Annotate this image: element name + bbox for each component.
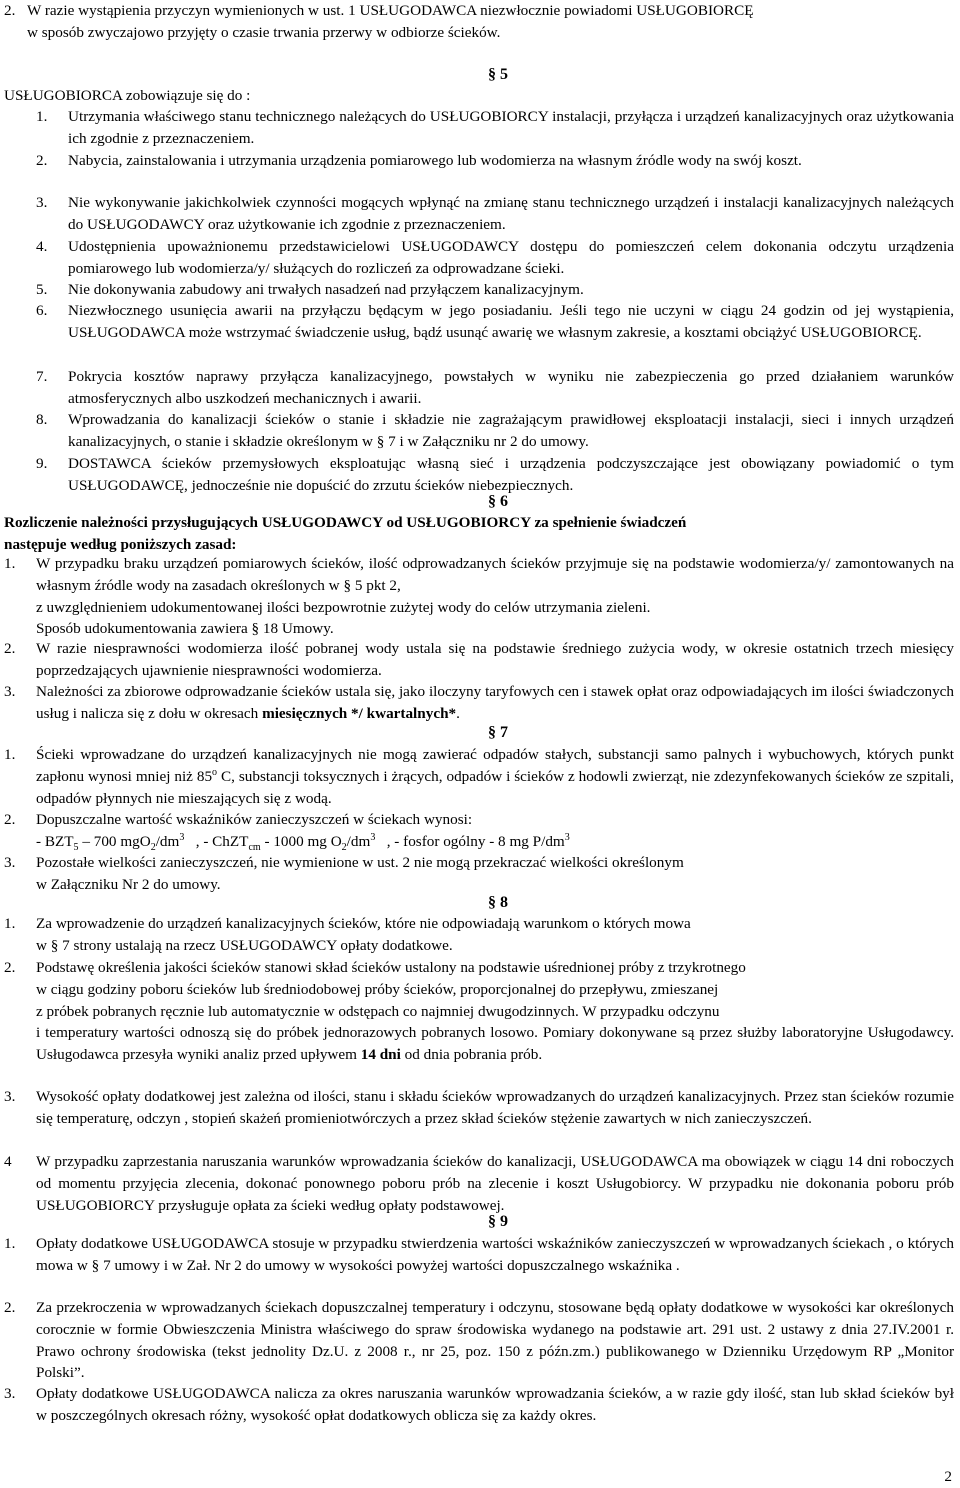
item-text: DOSTAWCA ścieków przemysłowych eksploatując własną sieć i urządzenia podczyszczające jest obowiązany powiadomić o tym USŁUGODAWCĘ, jednocześnie nie dopuścić do zrzutu ścieków niebezpiecznych. <box>68 455 954 494</box>
item-number: 4. <box>36 238 48 255</box>
item-number: 1. <box>4 915 16 932</box>
page-number: 2 <box>944 1468 952 1485</box>
section-heading-8: § 8 <box>488 894 508 911</box>
list-item <box>4 681 954 725</box>
item-text: Opłaty dodatkowe USŁUGODAWCA stosuje w przypadku stwierdzenia wartości wskaźników zanieczyszczeń w wprowadzanych ściekach , o których mowa w § 7 umowy i w Zał. Nr 2 do umowy w wysokości powyżej wartości dopuszczalnego wskaźnika . <box>36 1235 954 1274</box>
list-item <box>4 1086 954 1130</box>
item-text: W razie wystąpienia przyczyn wymienionych w ust. 1 USŁUGODAWCA niezwłocznie powiadomi USŁUGOBIORCĘ w sposób zwyczajowo przyjęty o czasie trwania przerwy w odbiorze ścieków. <box>27 2 754 41</box>
item-text: Utrzymania właściwego stanu technicznego należących do USŁUGOBIORCY instalacji, przyłącza i urządzeń kanalizacyjnych oraz użytkowania ich zgodnie z przeznaczeniem. <box>68 108 954 147</box>
item-number: 2. <box>4 640 16 657</box>
item-number: 3. <box>4 1088 16 1105</box>
list-item <box>4 1233 954 1277</box>
item-text: W przypadku braku urządzeń pomiarowych ścieków, ilość odprowadzanych ścieków przyjmuje się na podstawie wodomierza/y/ zamontowanych na własnym źródle wody na zasadach określonych w § 5 pkt 2, z uwzględnieniem udokumentowanej ilości bezpowrotnie zużytej wody do celów utrzymania zieleni. Sposób udokumentowania zawiera § 18 Umowy. <box>36 555 954 638</box>
item-text: Podstawę określenia jakości ścieków stanowi skład ścieków ustalony na podstawie uśrednionej próby z trzykrotnego w ciągu godziny poboru ścieków lub średniodobowej próby ścieków, proporcjonalnej do przepływu, zmieszanej z próbek pobranych ręcznie lub automatycznie w odstępach co najmniej dwugodzinnych. W przypadku odczynu i temperatury wartości odnoszą się do próbek jednorazowych pobranych losowo. Pomiary dokonywane są przez służby laboratoryjne Usługodawcy. Usługodawca przesyła wyniki analiz przed upływem 14 dni od dnia pobrania prób. <box>36 959 954 1064</box>
list-item <box>4 0 954 44</box>
item-text: W razie niesprawności wodomierza ilość pobranej wody ustala się na podstawie średniego zużycia wody, w okresie ostatnich trzech miesięcy poprzedzających ujawnienie niesprawności wodomierza. <box>36 640 954 679</box>
list-item <box>4 957 954 1066</box>
item-number: 3. <box>4 683 16 700</box>
item-number: 2. <box>4 2 16 19</box>
item-number: 1. <box>4 1235 16 1252</box>
item-number: 1. <box>4 555 16 572</box>
item-text: Za wprowadzenie do urządzeń kanalizacyjnych ścieków, które nie odpowiadają warunkom o których mowa w § 7 strony ustalają na rzecz USŁUGODAWCY opłaty dodatkowe. <box>36 915 691 954</box>
item-number: 6. <box>36 302 48 319</box>
item-number: 7. <box>36 368 48 385</box>
item-text: Należności za zbiorowe odprowadzanie ścieków ustala się, jako iloczyny taryfowych cen i stawek opłat oraz odpowiadających im ilości świadczonych usług i nalicza się z dołu w okresach miesięcznych */ kwartalnych*. <box>36 683 954 722</box>
item-text: Udostępnienia upoważnionemu przedstawicielowi USŁUGODAWCY dostępu do pomieszczeń celem dokonania odczytu urządzenia pomiarowego lub wodomierza/y/ służących do rozliczeń za odprowadzane ścieki. <box>68 238 954 277</box>
list-item <box>4 852 954 896</box>
section-heading-9: § 9 <box>488 1213 508 1230</box>
item-text: Za przekroczenia w wprowadzanych ściekach dopuszczalnej temperatury i odczynu, stosowane będą opłaty dodatkowe w wysokości kar określonych corocznie w formie Obwieszczenia Ministra właściwego do spraw środowiska wydanego na podstawie art. 291 ust. 2 ustawy z dnia 27.IV.2001 r. Prawo ochrony środowiska (tekst jednolity Dz.U. z 2008 r., nr 25, poz. 150 z późn.zm.) publikowanego w Dzienniku Urzędowym RP „Monitor Polski”. <box>36 1299 954 1382</box>
list-item <box>4 192 954 236</box>
list-item <box>4 553 954 640</box>
list-item <box>4 913 954 957</box>
section-lead: USŁUGOBIORCA zobowiązuje się do : <box>4 87 251 104</box>
item-number: 1. <box>4 746 16 763</box>
item-text: W przypadku zaprzestania naruszania warunków wprowadzania ścieków do kanalizacji, USŁUGODAWCA ma obowiązek w ciągu 14 dni roboczych od momentu przyjęcia zlecenia, dokonać ponownego poboru prób na zlecenie i koszt Usługobiorcy. W przypadku nie dokonania poboru prób USŁUGOBIORCY przysługuje opłata za ścieki według opłaty podstawowej. <box>36 1153 954 1214</box>
list-item <box>4 106 954 150</box>
item-number: 1. <box>36 108 48 125</box>
list-item <box>4 1151 954 1216</box>
item-number: 2. <box>4 1299 16 1316</box>
item-number: 9. <box>36 455 48 472</box>
item-number: 2. <box>36 152 48 169</box>
item-number: 3. <box>36 194 48 211</box>
section-heading-7: § 7 <box>488 724 508 741</box>
item-number: 8. <box>36 411 48 428</box>
list-item <box>4 638 954 682</box>
item-number: 4 <box>4 1153 12 1170</box>
item-number: 2. <box>4 959 16 976</box>
list-item <box>4 300 954 344</box>
item-text: Pozostałe wielkości zanieczyszczeń, nie wymienione w ust. 2 nie mogą przekraczać wielkości określonym w Załączniku Nr 2 do umowy. <box>36 854 684 893</box>
item-text: Nie dokonywania zabudowy ani trwałych nasadzeń nad przyłączem kanalizacyjnym. <box>68 281 584 298</box>
item-number: 2. <box>4 811 16 828</box>
section-lead: Rozliczenie należności przysługujących USŁUGODAWCY od USŁUGOBIORCY za spełnienie świadczeń następuje według poniższych zasad: <box>4 514 687 553</box>
item-text: Opłaty dodatkowe USŁUGODAWCA nalicza za okres naruszania warunków wprowadzania ścieków, a w razie gdy ilość, stan lub skład ścieków był w poszczególnych okresach różny, wysokość opłat dodatkowych oblicza się za każdy okres. <box>36 1385 954 1424</box>
list-item <box>4 809 954 853</box>
list-item <box>4 279 954 301</box>
item-number: 3. <box>4 1385 16 1402</box>
item-text: Dopuszczalne wartość wskaźników zanieczyszczeń w ściekach wynosi: - $BZT_5 - 700$ $mgO_2/dm^3$ , - ChZT$_{cm}$ - 1000 mg $O_2/dm^3$ , - fosfor ogólny - 8 mg $P/dm^3$ <box>36 811 570 853</box>
item-text: Nabycia, zainstalowania i utrzymania urządzenia pomiarowego lub wodomierza na własnym źródle wody na swój koszt. <box>68 152 802 169</box>
item-text: Pokrycia kosztów naprawy przyłącza kanalizacyjnego, powstałych w wyniku nie zabezpieczenia go przed działaniem warunków atmosferycznych albo uszkodzeń mechanicznych i awarii. <box>68 368 954 407</box>
item-text: Nie wykonywanie jakichkolwiek czynności mogących wpłynąć na zmianę stanu technicznego urządzeń i instalacji kanalizacyjnych należących do USŁUGODAWCY oraz użytkowanie ich zgodnie z przeznaczeniem. <box>68 194 954 233</box>
item-text: Ścieki wprowadzane do urządzeń kanalizacyjnych nie mogą zawierać odpadów stałych, substancji samo palnych i wybuchowych, których punkt zapłonu wynosi mniej niż 85$^o$ C, substancji toksycznych i żrących, odpadów i ścieków z hodowli zwierząt, nie zdezynfekowanych ścieków ze szpitali, odpadów płynnych nie mieszających się z wodą. <box>36 746 954 807</box>
list-item <box>4 1297 954 1384</box>
item-text: Wprowadzania do kanalizacji ścieków o stanie i składzie nie zagrażającym prawidłowej eksploatacji instalacji, sieci i innych urządzeń kanalizacyjnych, o stanie i składzie określonym w § 7 i w Załączniku nr 2 do umowy. <box>68 411 954 450</box>
item-text: Niezwłocznego usunięcia awarii na przyłączu będącym w jego posiadaniu. Jeśli tego nie uczyni w ciągu 24 godzin od jej wystąpienia, USŁUGODAWCA może wstrzymać świadczenie usług, bądź usunąć awarię we własnym zakresie, a kosztami obciążyć USŁUGOBIORCĘ. <box>68 302 954 341</box>
item-number: 3. <box>4 854 16 871</box>
list-item <box>4 366 954 410</box>
list-item <box>4 150 954 172</box>
item-number: 5. <box>36 281 48 298</box>
list-item <box>4 1383 954 1427</box>
section-heading-6: § 6 <box>488 493 508 510</box>
list-item <box>4 409 954 453</box>
section-heading-5: § 5 <box>488 66 508 83</box>
list-item <box>4 744 954 809</box>
list-item <box>4 236 954 280</box>
item-text: Wysokość opłaty dodatkowej jest zależna od ilości, stanu i składu ścieków wprowadzanych do urządzeń kanalizacyjnych. Przez stan ścieków rozumie się temperaturę, odczyn , stopień skażeń promieniotwórczych a przez skład ścieków stężenie zawartych w nich zanieczyszczeń. <box>36 1088 954 1127</box>
